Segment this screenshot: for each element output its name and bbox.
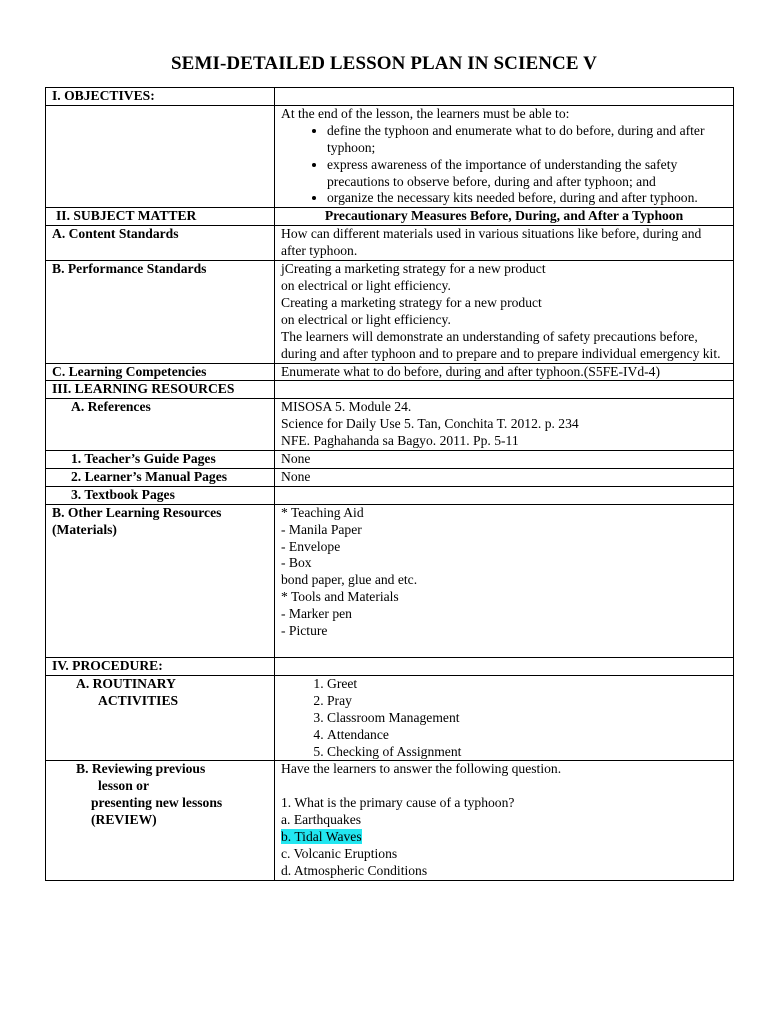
highlight-mark: b. Tidal Waves — [281, 829, 362, 845]
other-resources-label: B. Other Learning Resources — [52, 504, 222, 520]
review-question: 1. What is the primary cause of a typhoon? — [281, 795, 515, 811]
content-standards-row — [46, 226, 734, 261]
other-resources-cell — [275, 504, 734, 657]
objectives-empty-cell — [275, 88, 734, 106]
material-item: * Teaching Aid — [281, 504, 364, 520]
routinary-list — [281, 676, 727, 761]
objectives-header-row — [46, 88, 734, 106]
performance-line: jCreating a marketing strategy for a new product — [281, 261, 546, 277]
references-row — [46, 399, 734, 451]
teachers-guide-label: 1. Teacher’s Guide Pages — [46, 451, 275, 469]
performance-line: on electrical or light efficiency. — [281, 311, 451, 327]
procedure-row — [46, 658, 734, 676]
material-item: - Picture — [281, 623, 328, 639]
learning-competencies-value: Enumerate what to do before, during and after typhoon.(S5FE-IVd-4) — [275, 363, 734, 381]
review-label: B. Reviewing previous — [76, 761, 206, 777]
routinary-item: 3. Classroom Management — [327, 710, 727, 727]
objectives-row — [46, 105, 734, 207]
learning-resources-row — [46, 381, 734, 399]
learners-manual-row — [46, 468, 734, 486]
routinary-cell — [275, 675, 734, 761]
references-cell — [275, 399, 734, 451]
other-resources-label-cell — [46, 504, 275, 657]
performance-line: The learners will demonstrate an understanding of safety precautions before, during and after typhoon and to prepare and to prepare individual emergency kit. — [281, 328, 721, 361]
learning-competencies-label: C. Learning Competencies — [46, 363, 275, 381]
subject-matter-row — [46, 208, 734, 226]
review-label-cell — [46, 761, 275, 880]
performance-line: Creating a marketing strategy for a new product — [281, 294, 542, 310]
textbook-pages-label: 3. Textbook Pages — [46, 486, 275, 504]
answer-choice: d. Atmospheric Conditions — [281, 862, 428, 878]
textbook-pages-row — [46, 486, 734, 504]
references-label: A. References — [46, 399, 275, 451]
learners-manual-label: 2. Learner’s Manual Pages — [46, 468, 275, 486]
review-label-line: presenting new lessons — [91, 795, 223, 811]
objectives-list — [281, 123, 727, 208]
answer-choice: a. Earthquakes — [281, 812, 362, 828]
objective-item: • organize the necessary kits needed before, during and after typhoon. — [327, 190, 727, 207]
learning-resources-heading: III. LEARNING RESOURCES — [46, 381, 275, 399]
lesson-plan-table — [45, 87, 734, 881]
procedure-empty-cell — [275, 658, 734, 676]
subject-matter-value: Precautionary Measures Before, During, and After a Typhoon — [275, 208, 734, 226]
routinary-label-cell — [46, 675, 275, 761]
answer-choice: c. Volcanic Eruptions — [281, 845, 398, 861]
page-title: SEMI-DETAILED LESSON PLAN IN SCIENCE V — [171, 53, 597, 74]
answer-choice-highlighted — [281, 829, 727, 846]
objectives-cell — [275, 105, 734, 207]
performance-standards-row — [46, 261, 734, 363]
material-item: - Marker pen — [281, 606, 352, 622]
review-cell — [275, 761, 734, 880]
routinary-item: 4. Attendance — [327, 727, 727, 744]
review-intro: Have the learners to answer the following question. — [281, 761, 562, 777]
routinary-label: A. ROUTINARY — [76, 675, 176, 691]
teachers-guide-value: None — [275, 451, 734, 469]
teachers-guide-row — [46, 451, 734, 469]
material-item: - Box — [281, 555, 312, 571]
other-resources-sublabel: (Materials) — [52, 521, 117, 537]
routinary-item: 1. Greet — [327, 676, 727, 693]
objectives-left-cell — [46, 105, 275, 207]
performance-standards-label: B. Performance Standards — [46, 261, 275, 363]
performance-standards-cell — [275, 261, 734, 363]
material-item: bond paper, glue and etc. — [281, 572, 418, 588]
performance-line: on electrical or light efficiency. — [281, 277, 451, 293]
subject-matter-heading: II. SUBJECT MATTER — [46, 208, 275, 226]
objective-item: • define the typhoon and enumerate what to do before, during and after typhoon; — [327, 123, 727, 157]
learning-competencies-row — [46, 363, 734, 381]
material-item: - Envelope — [281, 538, 341, 554]
review-label-line: (REVIEW) — [91, 812, 157, 828]
textbook-pages-value — [275, 486, 734, 504]
spacer — [281, 778, 727, 795]
material-item: - Manila Paper — [281, 521, 362, 537]
reference-item: NFE. Paghahanda sa Bagyo. 2011. Pp. 5-11 — [281, 433, 519, 449]
routinary-sublabel: ACTIVITIES — [98, 692, 179, 708]
review-row — [46, 761, 734, 880]
learning-resources-empty-cell — [275, 381, 734, 399]
procedure-heading: IV. PROCEDURE: — [46, 658, 275, 676]
other-resources-row — [46, 504, 734, 657]
content-standards-value: How can different materials used in various situations like before, during and after typhoon. — [275, 226, 734, 261]
routinary-item: 2. Pray — [327, 693, 727, 710]
review-label-line: lesson or — [98, 778, 149, 794]
objectives-lead: At the end of the lesson, the learners must be able to: — [281, 105, 570, 121]
reference-item: MISOSA 5. Module 24. — [281, 399, 412, 415]
objective-item: • express awareness of the importance of understanding the safety precautions to observe before, during and after typhoon; and — [327, 157, 727, 191]
learners-manual-value: None — [275, 468, 734, 486]
material-item: * Tools and Materials — [281, 589, 399, 605]
objectives-heading: I. OBJECTIVES: — [46, 88, 275, 106]
reference-item: Science for Daily Use 5. Tan, Conchita T. 2012. p. 234 — [281, 416, 579, 432]
content-standards-label: A. Content Standards — [46, 226, 275, 261]
routinary-item: 5. Checking of Assignment — [327, 744, 727, 761]
routinary-row — [46, 675, 734, 761]
